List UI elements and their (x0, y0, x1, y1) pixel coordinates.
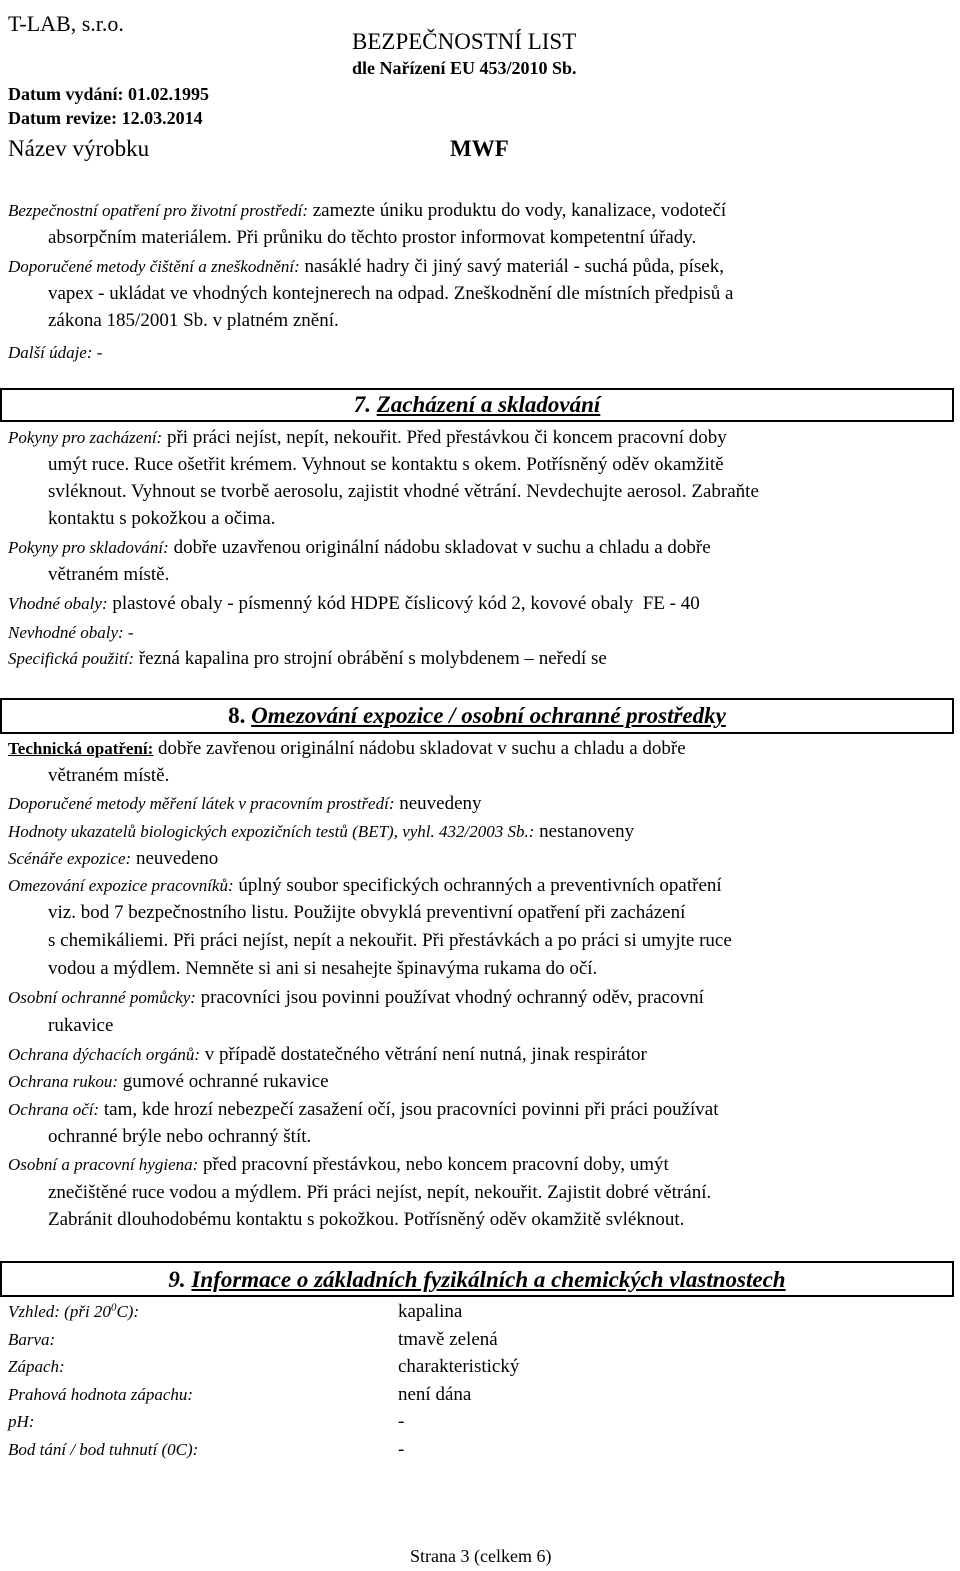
property-value: charakteristický (398, 1356, 520, 1377)
storage-label: Pokyny pro skladování: (8, 538, 169, 557)
exposure-scenarios (8, 845, 218, 872)
property-value: není dána (398, 1384, 472, 1405)
handling-label: Pokyny pro zacházení: (8, 428, 163, 447)
bet-values (8, 818, 634, 845)
property-value: tmavě zelená (398, 1329, 498, 1350)
property-label: Vzhled: (při $20^0C$): (8, 1301, 140, 1321)
property-label: Zápach: (8, 1357, 65, 1376)
env-precautions-line-1 (8, 197, 726, 224)
cleanup-text: nasáklé hadry či jiný savý materiál - suchá půda, písek, (299, 256, 724, 277)
eye-protection-line-1 (8, 1096, 719, 1123)
technical-measures-line-2: větraném místě. (48, 765, 170, 786)
handling-line-3: svléknout. Vyhnout se tvorbě aerosolu, zajistit vhodné větrání. Nevdechujte aerosol. Zabraňte (48, 481, 759, 502)
worker-exposure-label: Omezování expozice pracovníků: (8, 876, 234, 895)
hygiene-label: Osobní a pracovní hygiena: (8, 1155, 199, 1174)
property-label: Prahová hodnota zápachu: (8, 1385, 194, 1404)
handling-text: při práci nejíst, nepít, nekouřit. Před přestávkou či koncem pracovní doby (162, 427, 727, 448)
section-8-heading (0, 702, 954, 730)
property-row (8, 1353, 948, 1380)
other-info-label: Další údaje: - (8, 343, 103, 362)
exposure-scenarios-text: neuvedeno (131, 848, 219, 869)
hygiene-text: před pracovní přestávkou, nebo koncem pracovní doby, umýt (198, 1154, 669, 1175)
company-name: T-LAB, s.r.o. (8, 11, 124, 36)
property-row (8, 1298, 948, 1325)
property-row (8, 1408, 948, 1435)
respiratory-protection-label: Ochrana dýchacích orgánů: (8, 1045, 200, 1064)
specific-use (8, 645, 607, 672)
measurement-methods-text: neuvedeny (394, 793, 482, 814)
env-precautions-label: Bezpečnostní opatření pro životní prostředí: (8, 201, 308, 220)
eye-protection-label: Ochrana očí: (8, 1100, 100, 1119)
measurement-methods-label: Doporučené metody měření látek v pracovním prostředí: (8, 794, 395, 813)
exposure-scenarios-label: Scénáře expozice: (8, 849, 132, 868)
cleanup-line-1 (8, 253, 724, 280)
hand-protection-text: gumové ochranné rukavice (118, 1071, 329, 1092)
worker-exposure-line-1 (8, 872, 722, 899)
property-label: pH: (8, 1412, 35, 1431)
hygiene-line-1 (8, 1151, 669, 1178)
ppe-line-2: rukavice (48, 1015, 114, 1036)
eye-protection-line-2: ochranné brýle nebo ochranný štít. (48, 1126, 312, 1147)
specific-use-label: Specifická použití: (8, 649, 135, 668)
ppe-line-1 (8, 984, 704, 1011)
worker-exposure-line-4: vodou a mýdlem. Nemněte si ani si nesahejte špinavýma rukama do očí. (48, 958, 598, 979)
hygiene-line-3: Zabránit dlouhodobému kontaktu s pokožkou. Potřísněný oděv okamžitě svléknout. (48, 1209, 685, 1230)
section-8-title: Omezování expozice / osobní ochranné prostředky (251, 703, 726, 728)
eye-protection-text: tam, kde hrozí nebezpečí zasažení očí, jsou pracovníci povinni při práci používat (99, 1099, 719, 1120)
technical-measures-line-1 (8, 735, 686, 762)
bet-values-label: Hodnoty ukazatelů biologických expozičních testů (BET), vyhl. 432/2003 Sb.: (8, 822, 535, 841)
revision-date: Datum revize: 12.03.2014 (8, 108, 203, 128)
section-9-number: 9. (168, 1267, 186, 1292)
section-8-number: 8. (228, 703, 246, 728)
respiratory-protection-text: v případě dostatečného větrání není nutná, jinak respirátor (200, 1044, 647, 1065)
section-7-number: 7. (353, 392, 371, 417)
property-row (8, 1436, 948, 1463)
cleanup-line-3: zákona 185/2001 Sb. v platném znění. (48, 310, 339, 331)
env-precautions-text: zamezte úniku produktu do vody, kanalizace, vodotečí (308, 200, 727, 221)
worker-exposure-line-2: viz. bod 7 bezpečnostního listu. Použijte obvyklá preventivní opatření při zacházení (48, 902, 686, 923)
worker-exposure-text: úplný soubor specifických ochranných a preventivních opatření (233, 875, 722, 896)
storage-line-1 (8, 534, 711, 561)
property-label: Barva: (8, 1330, 56, 1349)
storage-line-2: větraném místě. (48, 564, 170, 585)
handling-line-2: umýt ruce. Ruce ošetřit krémem. Vyhnout se kontaktu s okem. Potřísněný oděv okamžitě (48, 454, 724, 475)
hand-protection (8, 1068, 329, 1095)
property-value: kapalina (398, 1301, 463, 1322)
env-precautions-line-2: absorpčním materiálem. Při průniku do těchto prostor informovat kompetentní úřady. (48, 227, 697, 248)
cleanup-line-2: vapex - ukládat ve vhodných kontejnerech na odpad. Zneškodnění dle místních předpisů a (48, 283, 734, 304)
property-row (8, 1381, 948, 1408)
storage-text: dobře uzavřenou originální nádobu skladovat v suchu a chladu a dobře (168, 537, 711, 558)
property-label: Bod tání / bod tuhnutí (0C): (8, 1440, 199, 1459)
document-subtitle: dle Nařízení EU 453/2010 Sb. (352, 58, 577, 78)
worker-exposure-line-3: s chemikáliemi. Při práci nejíst, nepít a nekouřit. Při přestávkách a po práci si umyjte ruce (48, 930, 732, 951)
bet-values-text: nestanoveny (534, 821, 635, 842)
cleanup-label: Doporučené metody čištění a zneškodnění: (8, 257, 300, 276)
measurement-methods (8, 790, 482, 817)
ppe-text: pracovníci jsou povinni používat vhodný ochranný oděv, pracovní (195, 987, 704, 1008)
handling-line-4: kontaktu s pokožkou a očima. (48, 508, 276, 529)
property-row (8, 1326, 948, 1353)
section-7-heading (0, 391, 954, 419)
handling-line-1 (8, 424, 727, 451)
product-name: MWF (450, 136, 509, 161)
respiratory-protection (8, 1041, 647, 1068)
suitable-packaging-text: plastové obaly - písmenný kód HDPE číslicový kód 2, kovové obaly FE - 40 (107, 593, 700, 614)
section-9-title: Informace o základních fyzikálních a chemických vlastnostech (191, 1267, 786, 1292)
issue-date: Datum vydání: 01.02.1995 (8, 84, 210, 104)
section-9-heading (0, 1266, 954, 1294)
degree-superscript: 0 (110, 1301, 117, 1314)
specific-use-text: řezná kapalina pro strojní obrábění s molybdenem – neředí se (134, 648, 607, 669)
technical-measures-text: dobře zavřenou originální nádobu skladovat v suchu a chladu a dobře (153, 738, 686, 759)
suitable-packaging-label: Vhodné obaly: (8, 594, 108, 613)
product-label: Název výrobku (8, 136, 150, 161)
document-title: BEZPEČNOSTNÍ LIST (352, 29, 577, 54)
unsuitable-packaging-label: Nevhodné obaly: - (8, 623, 134, 642)
property-value: - (398, 1411, 405, 1432)
property-value: - (398, 1439, 405, 1460)
suitable-packaging (8, 590, 700, 617)
hygiene-line-2: znečištěné ruce vodou a mýdlem. Při práci nejíst, nepít, nekouřit. Zajistit dobré větrání. (48, 1182, 712, 1203)
ppe-label: Osobní ochranné pomůcky: (8, 988, 196, 1007)
section-7-title: Zacházení a skladování (376, 392, 601, 417)
page-number: Strana 3 (celkem 6) (410, 1546, 552, 1566)
hand-protection-label: Ochrana rukou: (8, 1072, 119, 1091)
technical-measures-label: Technická opatření: (8, 739, 154, 758)
